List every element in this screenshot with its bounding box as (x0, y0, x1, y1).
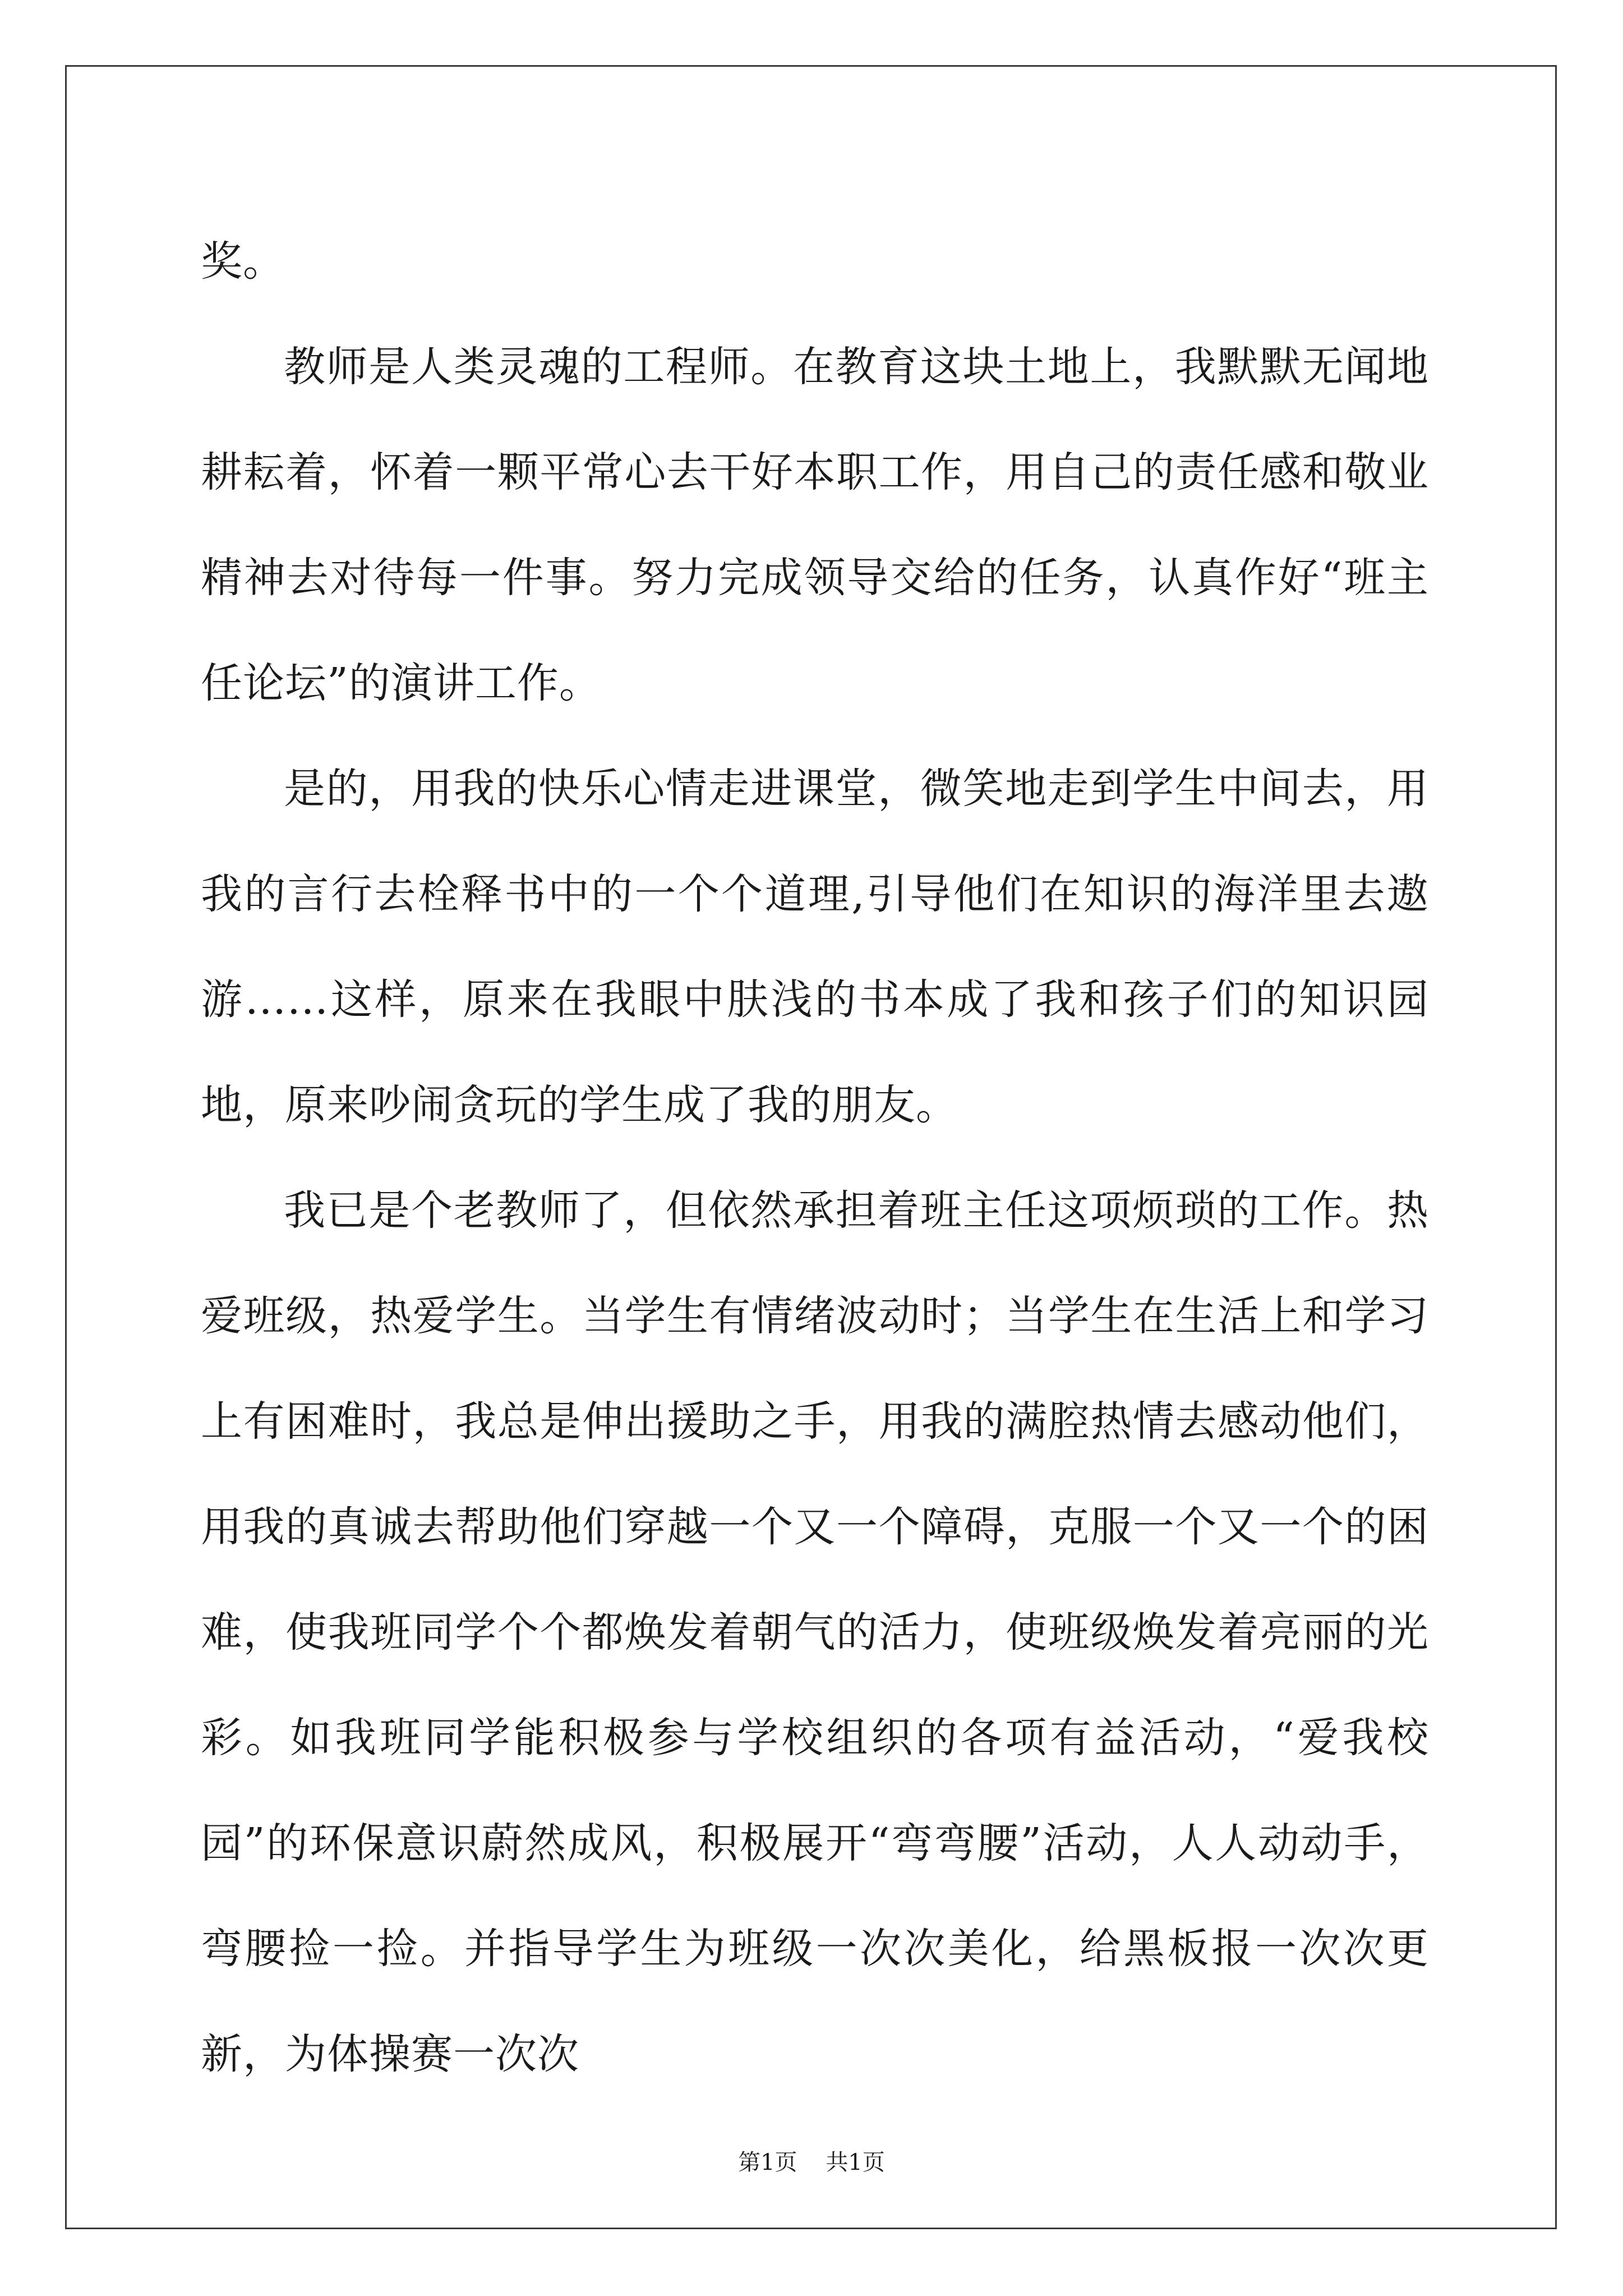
page-number: 第1页 (738, 2150, 797, 2175)
page-footer (0, 2148, 1623, 2177)
page-total: 共1页 (826, 2150, 885, 2175)
paragraph-1: 奖。 (201, 237, 285, 286)
paragraph-4: 我已是个老教师了，但依然承担着班主任这项烦琐的工作。热爱班级，热爱学生。当学生有情绪波动时；当学生在生活上和学习上有困难时，我总是伸出援助之手，用我的满腔热情去感动他们，用我的真诚去帮助他们穿越一个又一个障碍，克服一个又一个的困难，使我班同学个个都焕发着朝气的活力，使班级焕发着亮丽的光彩。如我班同学能积极参与学校组织的各项有益活动，“爱我校园”的环保意识蔚然成风，积极展开“弯弯腰”活动，人人动动手，弯腰捡一捡。并指导学生为班级一次次美化，给黑板报一次次更新，为体操赛一次次 (201, 1186, 1429, 2078)
document-body (201, 209, 1429, 2107)
paragraph-2: 教师是人类灵魂的工程师。在教育这块土地上，我默默无闻地耕耘着，怀着一颗平常心去干好本职工作，用自己的责任感和敬业精神去对待每一件事。努力完成领导交给的任务，认真作好“班主任论坛”的演讲工作。 (201, 343, 1429, 707)
paragraph-3: 是的，用我的快乐心情走进课堂，微笑地走到学生中间去，用我的言行去栓释书中的一个个道理,引导他们在知识的海洋里去遨游……这样，原来在我眼中肤浅的书本成了我和孩子们的知识园地，原来吵闹贪玩的学生成了我的朋友。 (201, 765, 1429, 1129)
